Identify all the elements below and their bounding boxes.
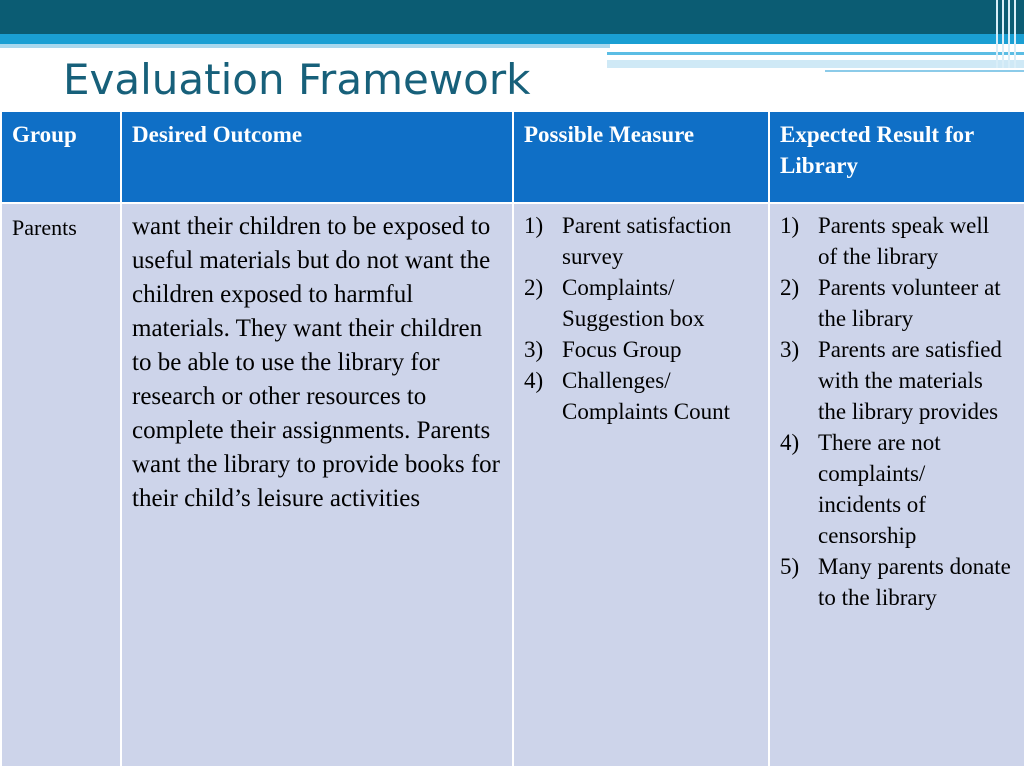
header-band-light: [0, 34, 1024, 44]
list-item-number: 3): [780, 337, 800, 362]
list-item-text: Many parents donate to the library: [818, 554, 1011, 610]
list-item: [780, 334, 1014, 427]
list-item: [524, 272, 758, 334]
list-item-text: Challenges/ Complaints Count: [562, 368, 731, 424]
list-item-number: 1): [780, 213, 800, 238]
list-item-text: There are not complaints/ incidents of censorship: [818, 430, 941, 548]
list-item-text: Parents volunteer at the library: [818, 275, 1001, 331]
slide-title: Evaluation Framework: [63, 55, 531, 104]
cell-expected-result: [769, 203, 1024, 767]
list-item: [780, 210, 1014, 272]
header-band-dark: [0, 0, 1024, 34]
header-accent-line: [607, 60, 1024, 68]
cell-possible-measure: [513, 203, 769, 767]
expected-result-list: [780, 210, 1014, 613]
header-band-pale: [0, 44, 610, 48]
list-item-text: Parent satisfaction survey: [562, 213, 732, 269]
table-header-row: [1, 111, 1024, 203]
list-item-number: 3): [524, 337, 544, 362]
list-item-number: 4): [524, 368, 544, 393]
list-item-text: Parents are satisfied with the materials the library provides: [818, 337, 1002, 424]
evaluation-table: [0, 110, 1024, 768]
column-header-possible-measure: Possible Measure: [513, 111, 769, 203]
list-item: [524, 365, 758, 427]
column-header-group: Group: [1, 111, 121, 203]
list-item-number: 1): [524, 213, 544, 238]
list-item: [524, 334, 758, 365]
cell-group: Parents: [1, 203, 121, 767]
list-item-number: 2): [780, 275, 800, 300]
list-item-text: Complaints/ Suggestion box: [562, 275, 705, 331]
list-item-text: Parents speak well of the library: [818, 213, 990, 269]
header-vertical-stripes: [992, 0, 1024, 68]
list-item: [780, 427, 1014, 551]
list-item-number: 2): [524, 275, 544, 300]
cell-desired-outcome: want their children to be exposed to useful materials but do not want the children exposed to harmful materials. They want their children to be able to use the library for research or other resources to complete their assignments. Parents want the library to provide books for their child’s leisure activities: [121, 203, 513, 767]
header-accent-line: [825, 70, 1024, 72]
list-item: [780, 551, 1014, 613]
table-row: [1, 203, 1024, 767]
list-item: [780, 272, 1014, 334]
list-item-text: Focus Group: [562, 337, 682, 362]
column-header-expected-result: Expected Result for Library: [769, 111, 1024, 203]
list-item: [524, 210, 758, 272]
list-item-number: 4): [780, 430, 800, 455]
header-accent-line: [607, 52, 1024, 55]
list-item-number: 5): [780, 554, 800, 579]
column-header-desired-outcome: Desired Outcome: [121, 111, 513, 203]
possible-measure-list: [524, 210, 758, 427]
